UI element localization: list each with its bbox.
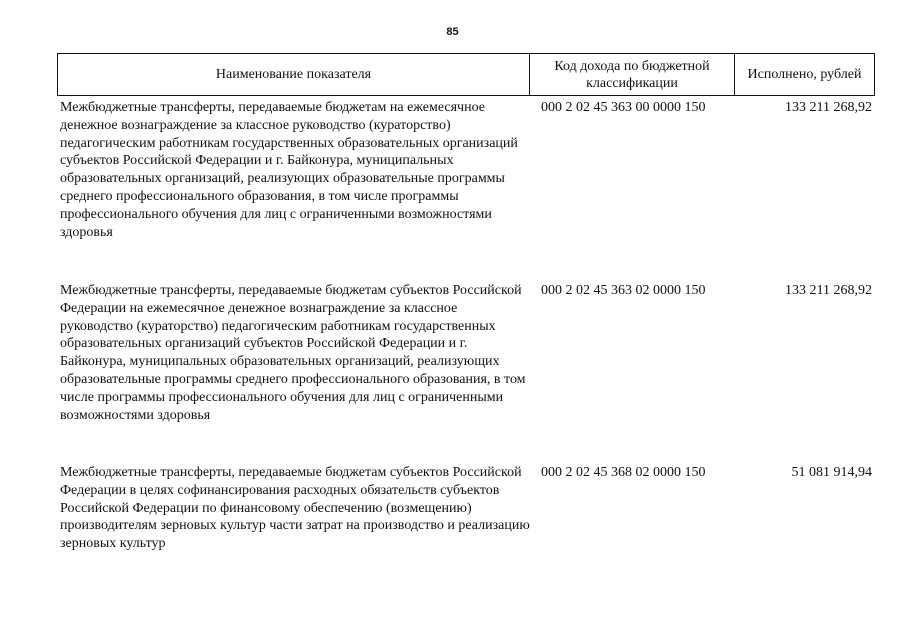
indicator-name: Межбюджетные трансферты, передаваемые бюджетам субъектов Российской Федерации в целях софинансирования расходных обязательств субъектов Российской Федерации по финансовому обеспечению (возмещению) производителям зерновых культур части затрат на производство и реализацию зерновых культур: [60, 465, 530, 552]
indicator-name: Межбюджетные трансферты, передаваемые бюджетам на ежемесячное денежное вознаграждение за классное руководство (кураторство) педагогическим работникам государственных образовательных организаций субъектов Российской Федерации и г. Байконура, муниципальных образовательных организаций, реализующих образовательные программы среднего профессионального образования, в том числе программы профессионального обучения для лиц с ограниченными возможностями здоровья: [60, 100, 518, 240]
executed-amount: 133 211 268,92: [785, 283, 872, 298]
budget-code: 000 2 02 45 363 02 0000 150: [541, 283, 706, 298]
executed-amount: 51 081 914,94: [791, 465, 872, 480]
indicator-name: Межбюджетные трансферты, передаваемые бюджетам субъектов Российской Федерации на ежемесячное денежное вознаграждение за классное руководство (кураторство) педагогическим работникам государственных образовательных организаций субъектов Российской Федерации и г. Байконура, муниципальных образовательных организаций, реализующих образовательные программы среднего профессионального образования, в том числе программы профессионального обучения для лиц с ограниченными возможностями здоровья: [60, 283, 526, 423]
budget-code: 000 2 02 45 363 00 0000 150: [541, 100, 706, 115]
table-header: [57, 53, 875, 96]
page-number: 85: [446, 26, 459, 38]
column-header-name: Наименование показателя: [58, 54, 530, 95]
column-header-executed: Исполнено, рублей: [747, 67, 862, 82]
executed-amount: 133 211 268,92: [785, 100, 872, 115]
budget-code: 000 2 02 45 368 02 0000 150: [541, 465, 706, 480]
column-header-code: Код дохода по бюджетной классификации: [530, 54, 735, 95]
